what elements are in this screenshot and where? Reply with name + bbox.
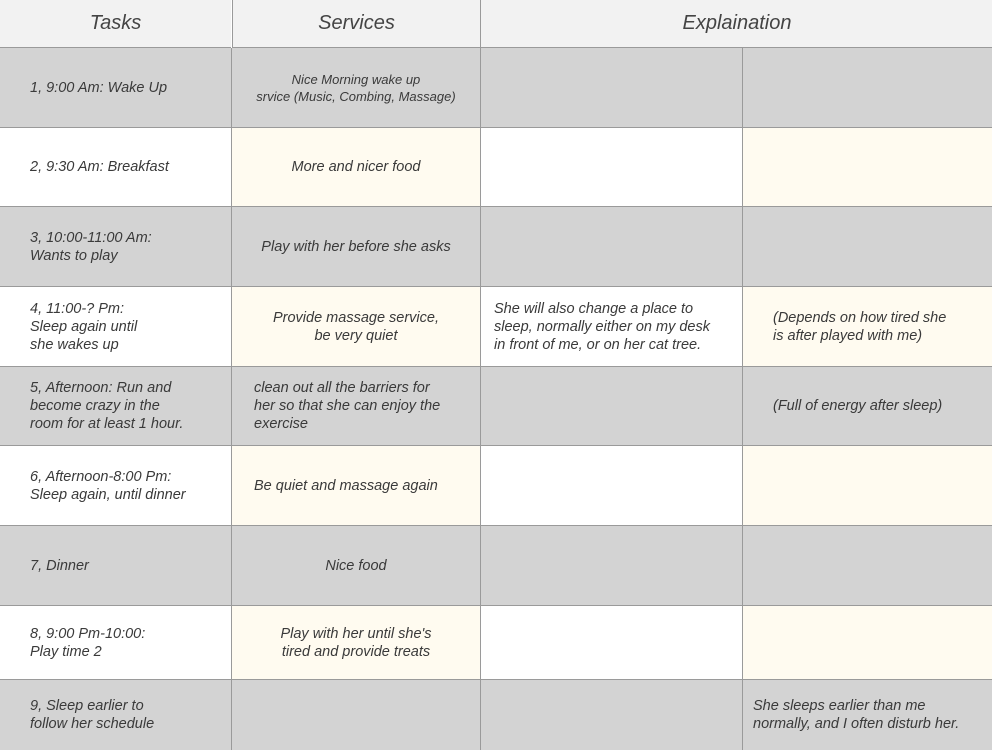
task-cell: 1, 9:00 Am: Wake Up — [30, 79, 168, 96]
service-cell — [231, 680, 480, 750]
explanation-cell: She will also change a place to sleep, normally either on my desk in front of me, or on her cat tree. — [480, 287, 742, 366]
service-cell: Play with her until she's tired and provide treats — [231, 606, 480, 679]
explanation-note-cell — [742, 446, 992, 525]
explanation-cell — [480, 680, 742, 750]
task-cell: 3, 10:00-11:00 Am: Wants to play — [30, 229, 152, 264]
explanation-note-cell — [742, 606, 992, 679]
service-cell: Be quiet and massage again — [231, 446, 480, 525]
task-cell: 4, 11:00-? Pm: Sleep again until she wakes up — [30, 300, 138, 353]
table-row — [0, 48, 992, 128]
task-cell: 9, Sleep earlier to follow her schedule — [30, 698, 155, 732]
explanation-note-cell — [742, 48, 992, 127]
explanation-cell — [480, 128, 742, 206]
header-tasks: Tasks — [0, 0, 231, 48]
service-cell: Nice food — [231, 526, 480, 605]
service-cell: Provide massage service, be very quiet — [231, 287, 480, 366]
table-row — [0, 128, 992, 207]
table-row — [0, 446, 992, 526]
header-explanation: Explaination — [480, 0, 992, 48]
table-row — [0, 367, 992, 446]
service-cell: clean out all the barriers for her so that she can enjoy the exercise — [231, 367, 480, 445]
explanation-note-cell — [742, 526, 992, 605]
table-row — [0, 680, 992, 750]
service-cell: More and nicer food — [231, 128, 480, 206]
table-row — [0, 526, 992, 606]
table-row — [0, 606, 992, 680]
explanation-note-cell — [742, 207, 992, 286]
task-cell: 7, Dinner — [30, 557, 89, 574]
explanation-note-cell: (Full of energy after sleep) — [742, 367, 992, 445]
explanation-cell — [480, 446, 742, 525]
explanation-cell — [480, 526, 742, 605]
table-row — [0, 207, 992, 287]
header-services: Services — [232, 0, 480, 48]
explanation-cell — [480, 207, 742, 286]
explanation-note-cell: (Depends on how tired she is after played with me) — [742, 287, 992, 366]
explanation-cell — [480, 48, 742, 127]
task-cell: 6, Afternoon-8:00 Pm: Sleep again, until dinner — [30, 468, 186, 503]
service-cell: Nice Morning wake up srvice (Music, Combing, Massage) — [231, 48, 480, 127]
explanation-note-cell — [742, 128, 992, 206]
service-cell: Play with her before she asks — [231, 207, 480, 286]
table-row — [0, 287, 992, 367]
task-cell: 5, Afternoon: Run and become crazy in the room for at least 1 hour. — [30, 380, 184, 432]
task-cell: 2, 9:30 Am: Breakfast — [30, 159, 169, 175]
task-cell: 8, 9:00 Pm-10:00: Play time 2 — [30, 625, 146, 660]
explanation-cell — [480, 367, 742, 445]
explanation-note-cell: She sleeps earlier than me normally, and I often disturb her. — [742, 680, 992, 750]
explanation-cell — [480, 606, 742, 679]
